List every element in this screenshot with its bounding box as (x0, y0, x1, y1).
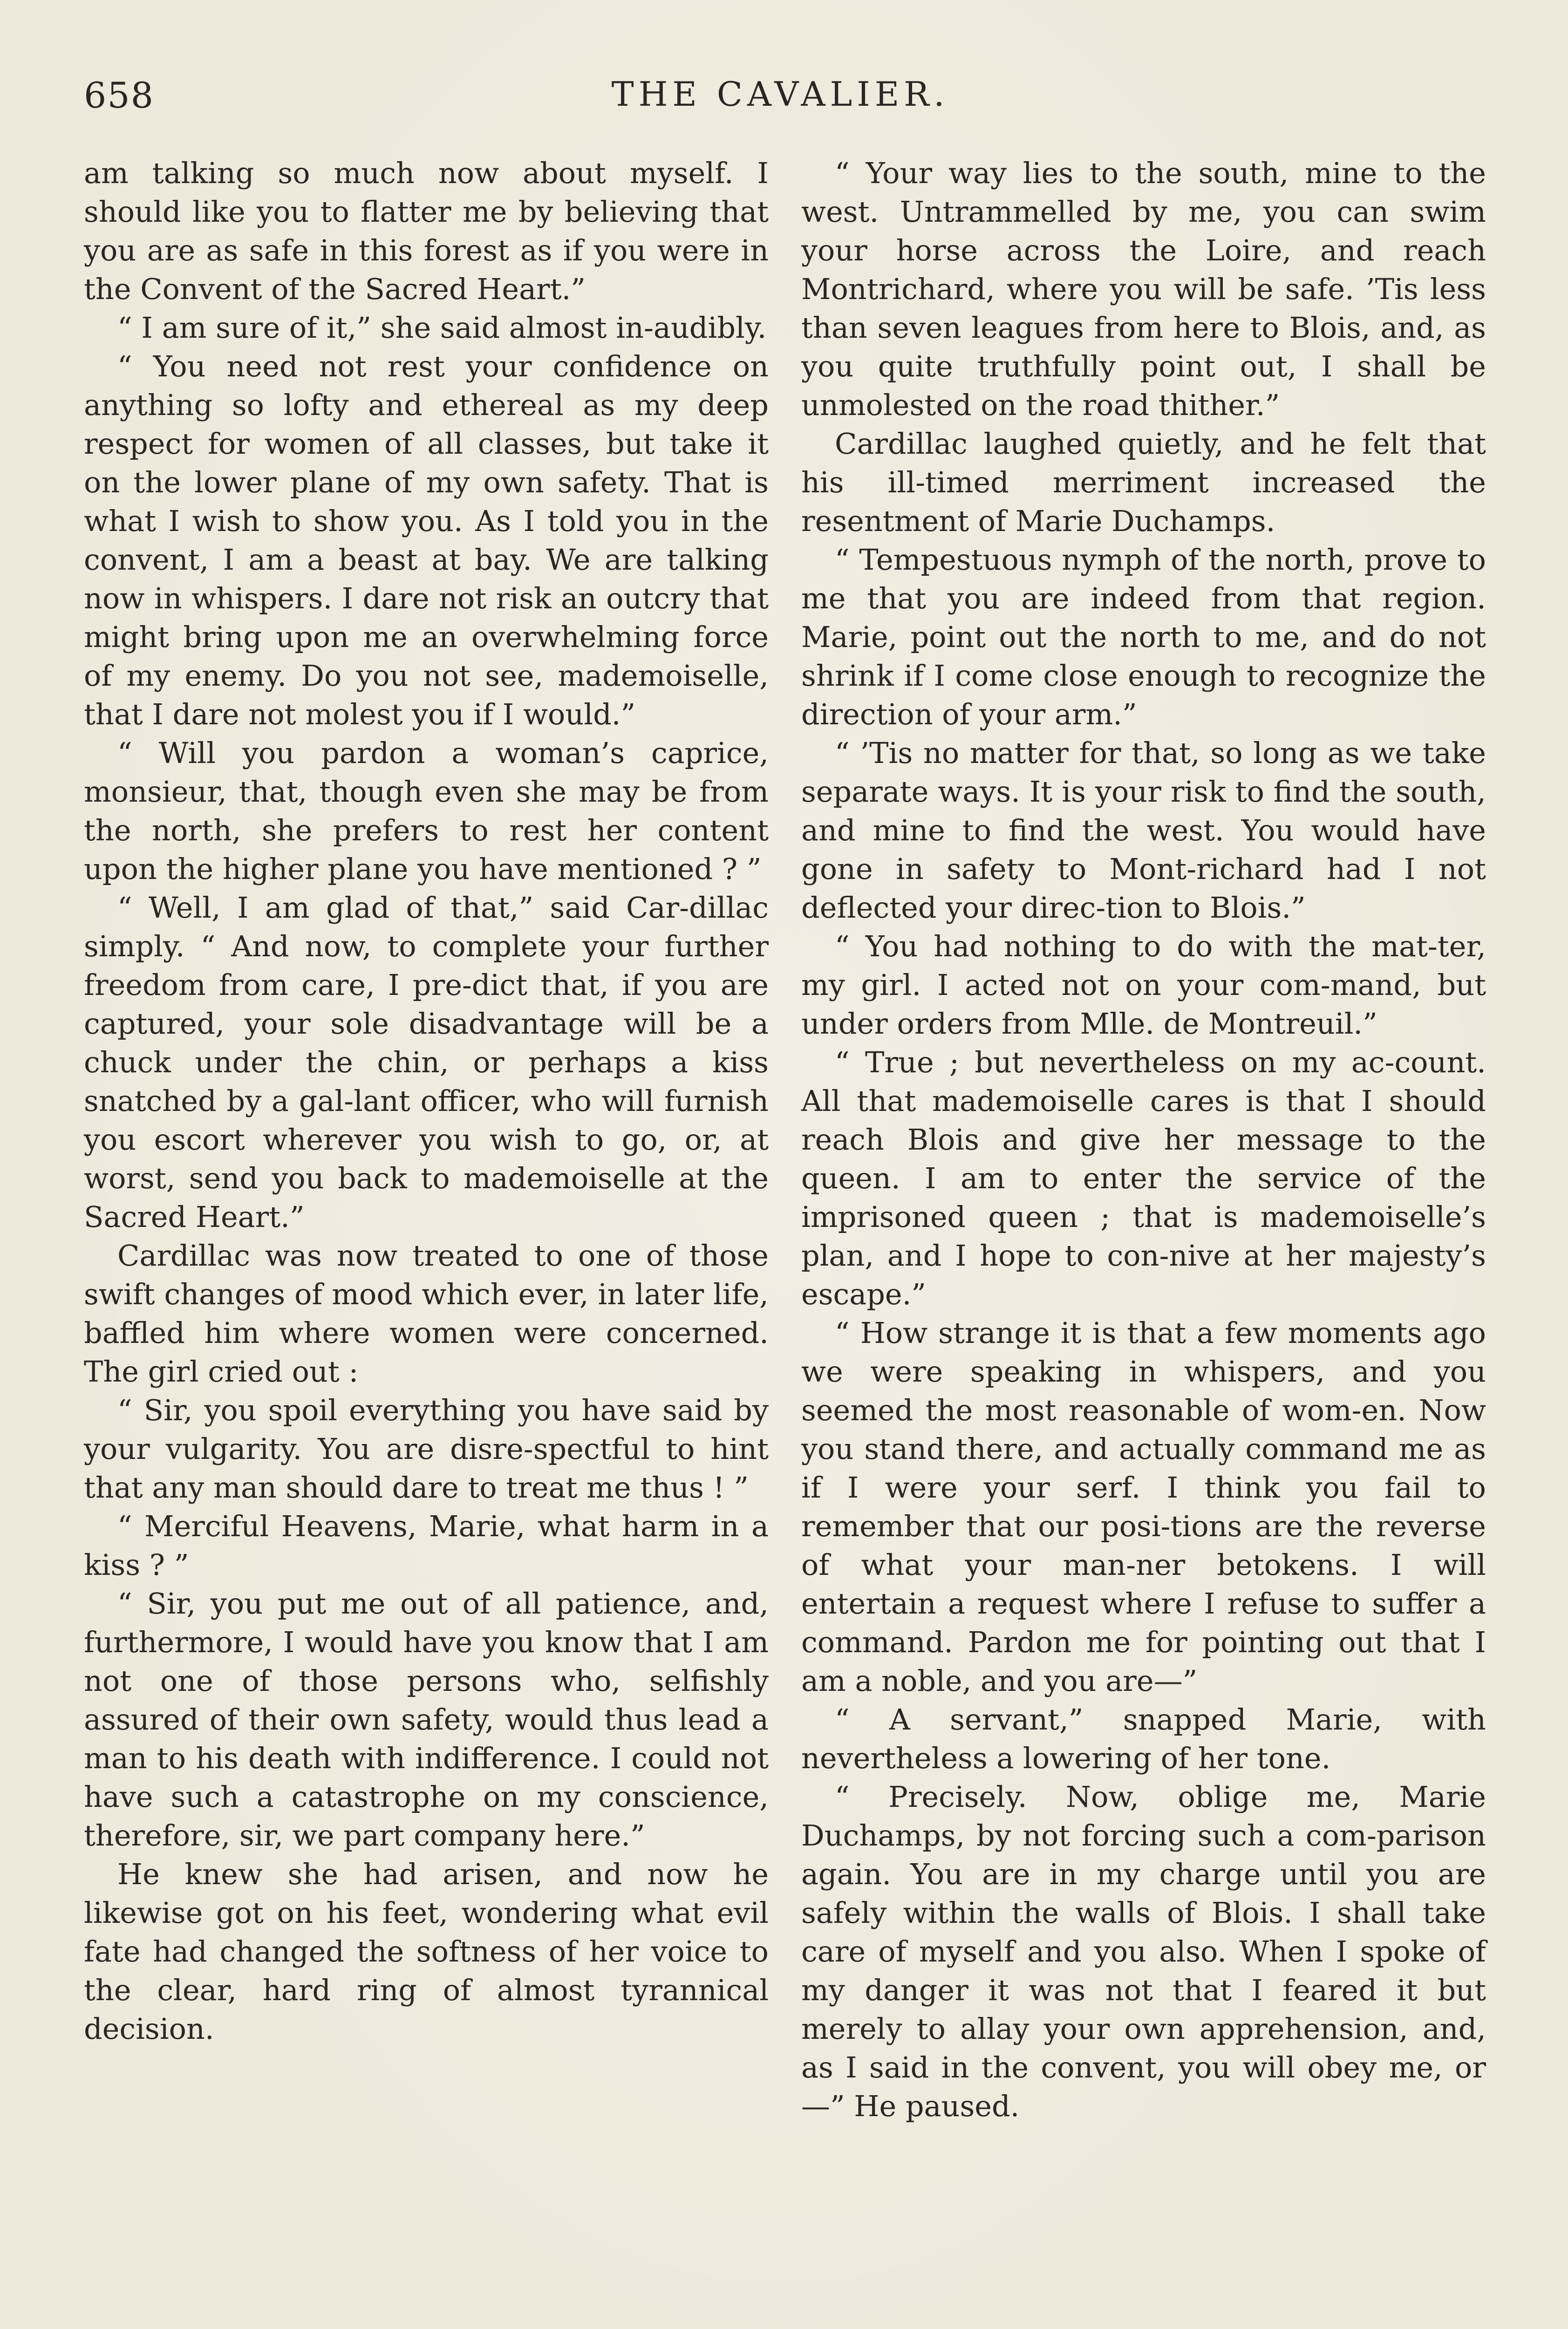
text-column-right (801, 154, 1486, 2125)
paragraph: Cardillac laughed quietly, and he felt that his ill-timed merriment increased the resentment of Marie Duchamps. (801, 427, 1486, 538)
paragraph: “ You had nothing to do with the mat-ter, my girl. I acted not on your com-mand, but under orders from Mlle. de Montreuil.” (801, 929, 1486, 1041)
paragraph: “ True ; but nevertheless on my ac-count. All that mademoiselle cares is that I should reach Blois and give her message to the queen. I am to enter the service of the imprisoned queen ; that is mademoiselle’s plan, and I hope to con-nive at her majesty’s escape.” (801, 1045, 1486, 1311)
paragraph: “ Your way lies to the south, mine to the west. Untrammelled by me, you can swim your horse across the Loire, and reach Montrichard, where you will be safe. ’Tis less than seven leagues from here to Blois, and, as you quite truthfully point out, I shall be unmolested on the road thither.” (801, 156, 1486, 422)
paragraph: “ Merciful Heavens, Marie, what harm in a kiss ? ” (84, 1509, 769, 1582)
paragraph: He knew she had arisen, and now he likewise got on his feet, wondering what evil fate had changed the softness of her voice to the clear, hard ring of almost tyrannical decision. (84, 1857, 769, 2046)
text-column-left (84, 154, 769, 2048)
paragraph: “ Sir, you put me out of all patience, and, furthermore, I would have you know that I am not one of those persons who, selfishly assured of their own safety, would thus lead a man to his death with indifference. I could not have such a catastrophe on my conscience, therefore, sir, we part company here.” (84, 1587, 769, 1852)
paragraph: “ You need not rest your confidence on anything so lofty and ethereal as my deep respect for women of all classes, but take it on the lower plane of my own safety. That is what I wish to show you. As I told you in the convent, I am a beast at bay. We are talking now in whispers. I dare not risk an outcry that might bring upon me an overwhelming force of my enemy. Do you not see, mademoiselle, that I dare not molest you if I would.” (84, 349, 769, 731)
paragraph: “ I am sure of it,” she said almost in-audibly. (117, 311, 767, 345)
paragraph: “ Tempestuous nymph of the north, prove to me that you are indeed from that region. Marie, point out the north to me, and do not shrink if I come close enough to recognize the direction of your arm.” (801, 543, 1486, 731)
page-number: 658 (84, 75, 155, 116)
running-title: THE CAVALIER. (611, 75, 949, 114)
paragraph: am talking so much now about myself. I should like you to flatter me by believing that you are as safe in this forest as if you were in the Convent of the Sacred Heart.” (84, 156, 769, 306)
paragraph: “ Precisely. Now, oblige me, Marie Duchamps, by not forcing such a com-parison again. You are in my charge until you are safely within the walls of Blois. I shall take care of myself and you also. When I spoke of my danger it was not that I feared it but merely to allay your own apprehension, and, as I said in the convent, you will obey me, or—” He paused. (801, 1780, 1486, 2123)
paragraph: “ Will you pardon a woman’s caprice, monsieur, that, though even she may be from the north, she prefers to rest her content upon the higher plane you have mentioned ? ” (84, 736, 769, 886)
paragraph: “ ’Tis no matter for that, so long as we take separate ways. It is your risk to find the south, and mine to find the west. You would have gone in safety to Mont-richard had I not deflected your direc-tion to Blois.” (801, 736, 1486, 925)
paragraph: “ A servant,” snapped Marie, with nevertheless a lowering of her tone. (801, 1702, 1486, 1775)
paragraph: Cardillac was now treated to one of those swift changes of mood which ever, in later life, baffled him where women were concerned. The girl cried out : (84, 1239, 769, 1389)
paragraph: “ Sir, you spoil everything you have said by your vulgarity. You are disre-spectful to hint that any man should dare to treat me thus ! ” (84, 1393, 769, 1505)
paragraph: “ How strange it is that a few moments ago we were speaking in whispers, and you seemed the most reasonable of wom-en. Now you stand there, and actually command me as if I were your serf. I think you fail to remember that our posi-tions are the reverse of what your man-ner betokens. I will entertain a request where I refuse to suffer a command. Pardon me for pointing out that I am a noble, and you are—” (801, 1316, 1486, 1698)
paragraph: “ Well, I am glad of that,” said Car-dillac simply. “ And now, to complete your further freedom from care, I pre-dict that, if you are captured, your sole disadvantage will be a chuck under the chin, or perhaps a kiss snatched by a gal-lant officer, who will furnish you escort wherever you wish to go, or, at worst, send you back to mademoiselle at the Sacred Heart.” (84, 891, 769, 1234)
running-head (84, 75, 1477, 126)
